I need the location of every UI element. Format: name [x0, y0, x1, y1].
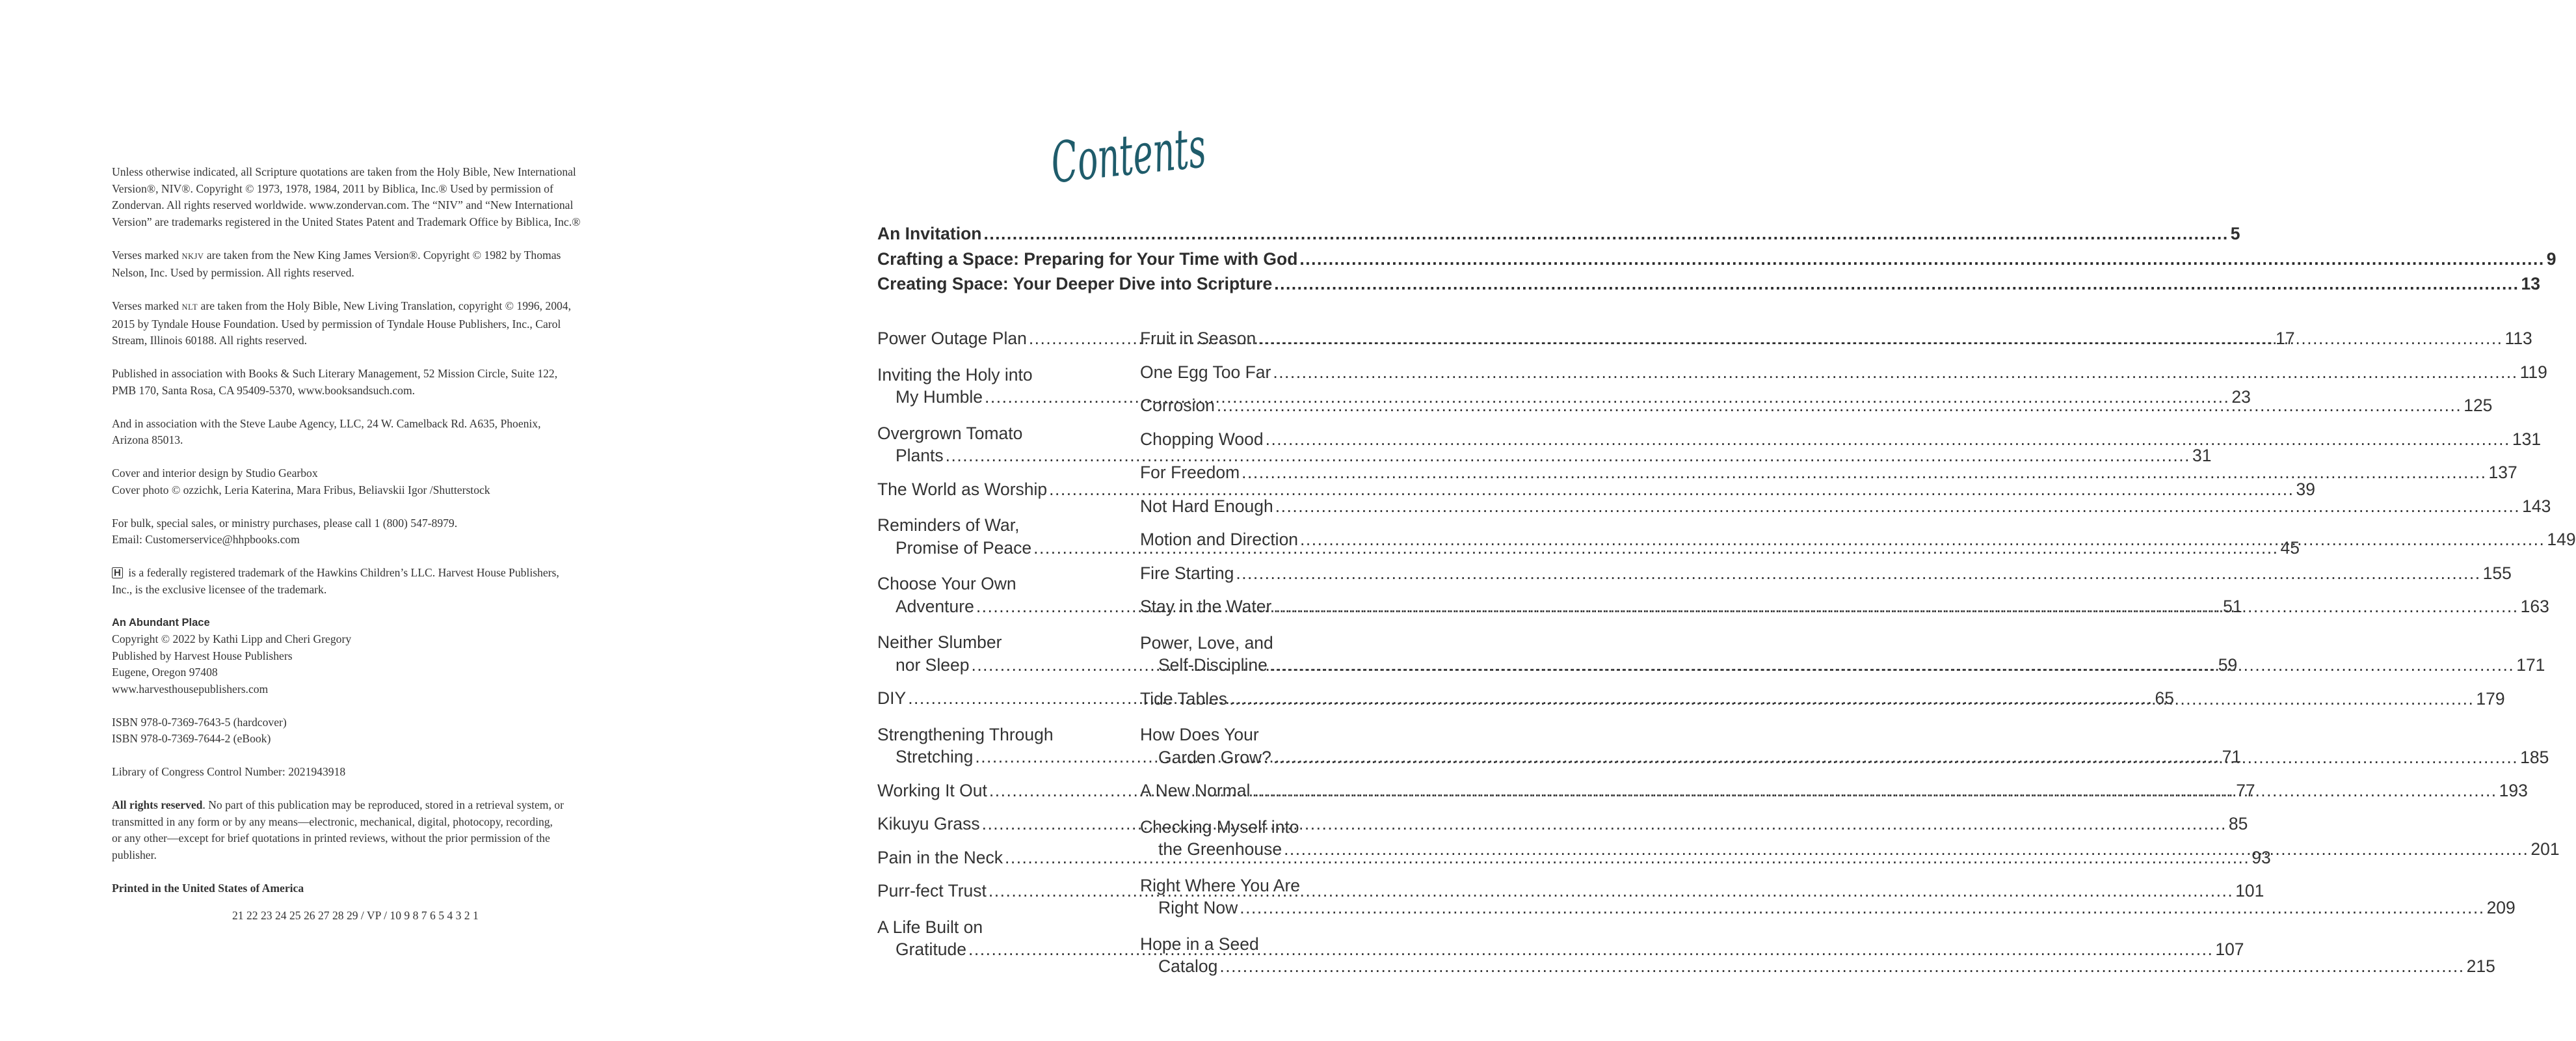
toc-entry-title: My Humble	[896, 387, 983, 407]
toc-leader-dots	[1273, 748, 2518, 768]
rights-notice: All rights reserved. No part of this publication may be reproduced, stored in a retrieval system, or transmitted in any form or by any means—electronic, mechanical, digital, photocopy, recording, or any other—except for brief quotations in printed reviews, without the prior permission of the publisher.	[112, 798, 564, 861]
toc-leader-dots	[1219, 956, 2464, 977]
nkjv-notice: Verses marked NKJV are taken from the New King James Version®. Copyright © 1982 by Thomas Nelson, Inc. Used by permission. All rights reserved.	[112, 248, 561, 279]
toc-entry-row[interactable]	[1140, 429, 2542, 455]
toc-page-number: 119	[2519, 362, 2547, 382]
toc-entry-title-line1: Choose Your Own	[877, 574, 1016, 593]
book-title: An Abundant Place	[112, 616, 210, 629]
toc-leader-dots	[1300, 530, 2545, 550]
toc-entry-row[interactable]	[877, 446, 2212, 471]
toc-entry-title: One Egg Too Far	[1140, 362, 1271, 382]
toc-entry-title: Creating Space: Your Deeper Dive into Scripture	[877, 274, 1273, 293]
nlt-abbr: NLT	[181, 303, 198, 312]
toc-entry-row[interactable]	[1140, 898, 2516, 923]
toc-entry-row[interactable]	[1140, 563, 2512, 589]
svg-text:Contents: Contents	[1048, 104, 1309, 196]
toc-page-number: 131	[2512, 429, 2542, 449]
toc-leader-dots	[1217, 396, 2462, 416]
contents-script-title	[1048, 104, 1309, 196]
toc-entry-title: Plants	[896, 446, 944, 465]
toc-page-number: 201	[2530, 839, 2560, 859]
toc-entry-row[interactable]	[1140, 463, 2517, 488]
toc-leader-dots	[1236, 563, 2480, 584]
book-info: An Abundant Place Copyright © 2022 by Kathi Lipp and Cheri Gregory Published by Harvest House Publishers Eugene, Oregon 97408 www.harvesthousepublishers.com	[112, 615, 619, 698]
toc-leader-dots	[1284, 839, 2529, 859]
toc-page-number: 193	[2499, 781, 2528, 800]
niv-notice: Unless otherwise indicated, all Scripture quotations are taken from the Holy Bible, New International Version®, NIV®. Copyright © 1973, 1978, 1984, 2011 by Biblica, Inc.® Used by permission of Zondervan. All rights reserved worldwide. www.zondervan.com. The “NIV” and “New International Version” are trademarks registered in the United States Patent and Trademark Office by Biblica, Inc.®	[112, 165, 581, 228]
toc-chapter-entry[interactable]	[877, 479, 2315, 505]
toc-entry-title: the Greenhouse	[1158, 839, 1282, 859]
toc-leader-dots	[1299, 249, 2544, 269]
toc-leader-dots	[1273, 362, 2517, 383]
toc-entry-title: Adventure	[896, 596, 974, 616]
toc-page-number: 149	[2547, 530, 2576, 549]
toc-page-number: 215	[2466, 956, 2495, 976]
toc-entry-title-line1: A Life Built on	[877, 917, 983, 937]
toc-entry-title: Corrosion	[1140, 396, 1215, 415]
toc-page-number: 143	[2522, 496, 2551, 516]
toc-entry-title: Right Now	[1158, 898, 1238, 917]
print-line: 21 22 23 24 25 26 27 28 29 / VP / 10 9 8 7 6 5 4 3 2 1	[232, 909, 479, 922]
toc-page-number: 9	[2546, 249, 2556, 269]
toc-leader-dots	[1252, 781, 2497, 801]
toc-entry-title: Power Outage Plan	[877, 329, 1027, 348]
toc-page-number: 163	[2520, 597, 2549, 616]
toc-entry-title: Catalog	[1158, 956, 1218, 976]
toc-entry-title-line1: Overgrown Tomato	[877, 423, 1023, 443]
toc-leader-dots	[983, 224, 2228, 244]
toc-chapter-entry[interactable]	[1140, 429, 2542, 455]
toc-entry-title: A New Normal	[1140, 781, 1251, 800]
toc-page-number: 59	[2218, 655, 2238, 675]
toc-entry-title-line1: Power, Love, and	[1140, 632, 1273, 653]
toc-entry-title: Working It Out	[877, 780, 987, 800]
toc-entry-title: Fire Starting	[1140, 563, 1234, 583]
toc-chapter-entry[interactable]	[1140, 563, 2512, 589]
toc-entry-title-line1: How Does Your	[1140, 725, 1259, 744]
toc-leader-dots	[1275, 496, 2520, 517]
toc-page-number: 155	[2482, 563, 2512, 583]
toc-chapter-entry[interactable]	[1140, 362, 2547, 388]
toc-entry-row[interactable]	[1140, 362, 2547, 388]
main-toc-entry[interactable]	[877, 224, 2240, 249]
toc-entry-title-line1: Strengthening Through	[877, 724, 1054, 744]
toc-page-number: 209	[2486, 898, 2516, 917]
toc-page-number: 51	[2223, 596, 2242, 616]
toc-page-number: 23	[2231, 387, 2251, 407]
toc-entry-title: Stay in the Water	[1140, 597, 1272, 616]
toc-entry-title-line1: Right Where You Are	[1140, 875, 1301, 895]
publisher-logo-icon: H	[112, 567, 123, 578]
toc-page-number: 17	[2276, 329, 2295, 348]
toc-entry-row[interactable]	[877, 479, 2315, 505]
isbn-block: ISBN 978-0-7369-7643-5 (hardcover) ISBN 978-0-7369-7644-2 (eBook)	[112, 715, 287, 745]
toc-entry-title: Motion and Direction	[1140, 530, 1299, 549]
toc-page-number: 31	[2192, 446, 2212, 465]
toc-page-number: 107	[2215, 940, 2244, 959]
toc-page-number: 125	[2463, 396, 2493, 415]
toc-page-number: 39	[2296, 479, 2315, 499]
bulk-sales-notice: For bulk, special sales, or ministry purchases, please call 1 (800) 547-8979. Email: Customerservice@hhpbooks.com	[112, 516, 458, 546]
trademark-notice: H is a federally registered trademark of the Hawkins Children’s LLC. Harvest House Publishers, Inc., is the exclusive licensee of the trademark.	[112, 566, 559, 596]
toc-entry-title: DIY	[877, 688, 907, 708]
toc-page-number: 171	[2516, 655, 2545, 675]
toc-page-number: 137	[2488, 463, 2517, 482]
toc-entry-title: Promise of Peace	[896, 537, 1032, 558]
toc-entry-title: Purr-fect Trust	[877, 881, 987, 900]
toc-entry-title: An Invitation	[877, 224, 982, 243]
copyright-page	[112, 164, 619, 913]
toc-entry-title: Gratitude	[896, 940, 967, 959]
toc-leader-dots	[1274, 274, 2519, 294]
toc-page-number: 71	[2222, 747, 2242, 766]
toc-leader-dots	[1273, 597, 2518, 617]
toc-entry-title-line1: Inviting the Holy into	[877, 364, 1033, 385]
toc-leader-dots	[1242, 463, 2486, 483]
toc-page-number: 77	[2236, 780, 2255, 800]
toc-page-number: 85	[2228, 814, 2248, 833]
toc-entry-title: Chopping Wood	[1140, 429, 1264, 449]
toc-entry-title: Pain in the Neck	[877, 847, 1003, 867]
toc-entry-title: The World as Worship	[877, 479, 1048, 499]
toc-chapter-entry[interactable]	[1140, 496, 2551, 522]
toc-page-number: 101	[2235, 881, 2264, 900]
main-toc-entry[interactable]	[877, 249, 2556, 275]
toc-entry-title-line1: Neither Slumber	[877, 632, 1002, 652]
printed-in: Printed in the United States of America	[112, 881, 304, 895]
toc-chapter-entry[interactable]	[1140, 463, 2517, 488]
toc-leader-dots	[1269, 655, 2514, 675]
toc-entry-title: Tide Tables	[1140, 688, 1228, 709]
nkjv-abbr: NKJV	[181, 251, 204, 261]
toc-entry-row[interactable]	[1140, 956, 2495, 982]
toc-page-number: 13	[2521, 274, 2541, 293]
toc-entry-title: nor Sleep	[896, 655, 970, 675]
toc-entry-title: Self-Discipline	[1158, 655, 1268, 675]
toc-entry-title-line1: Reminders of War,	[877, 515, 1020, 535]
toc-entry-title-line1: Checking Myself into	[1140, 817, 1299, 837]
main-toc	[877, 224, 2556, 299]
toc-entry-title: Stretching	[896, 747, 974, 766]
nlt-notice: Verses marked NLT are taken from the Holy Bible, New Living Translation, copyright © 1996, 2004, 2015 by Tyndale House Foundation. Used by permission of Tyndale House Publishers, Inc., Carol Stream, Illinois 60188. All rights reserved.	[112, 299, 571, 347]
toc-entry-title: Garden Grow?	[1158, 747, 1271, 767]
toc-page-number: 65	[2155, 688, 2174, 708]
literary-agency-notice: Published in association with Books & Such Literary Management, 52 Mission Circle, Suite 122, PMB 170, Santa Rosa, CA 95409-5370, www.booksandsuch.com.	[112, 367, 558, 397]
design-credits: Cover and interior design by Studio Gearbox Cover photo © ozzichk, Leria Katerina, Mara Fribus, Beliavskii Igor /Shutterstock	[112, 466, 490, 496]
toc-leader-dots	[1258, 329, 2503, 349]
toc-page-number: 93	[2251, 847, 2271, 867]
toc-entry-title: Kikuyu Grass	[877, 814, 980, 833]
toc-leader-dots	[1266, 429, 2510, 450]
toc-leader-dots	[1240, 898, 2484, 918]
toc-entry-title: Crafting a Space: Preparing for Your Time with God	[877, 249, 1298, 269]
loc-number: Library of Congress Control Number: 2021943918	[112, 765, 346, 778]
toc-page-number: 5	[2230, 224, 2240, 243]
toc-entry-row[interactable]	[1140, 496, 2551, 522]
toc-page-number: 45	[2280, 537, 2300, 558]
laube-agency-notice: And in association with the Steve Laube Agency, LLC, 24 W. Camelback Rd. A635, Phoenix, Arizona 85013.	[112, 416, 541, 446]
toc-entry-title-line1: Hope in a Seed	[1140, 934, 1259, 954]
main-toc-entry[interactable]	[877, 274, 2541, 299]
toc-entry-title: Not Hard Enough	[1140, 496, 1273, 516]
toc-leader-dots	[1229, 689, 2474, 709]
toc-page-number: 185	[2520, 747, 2549, 767]
toc-page-number: 113	[2504, 329, 2532, 348]
contents-heading	[1048, 104, 1309, 196]
toc-entry-title: For Freedom	[1140, 463, 1240, 482]
toc-entry-title: Fruit in Season	[1140, 329, 1256, 348]
toc-page-number: 179	[2476, 688, 2505, 709]
